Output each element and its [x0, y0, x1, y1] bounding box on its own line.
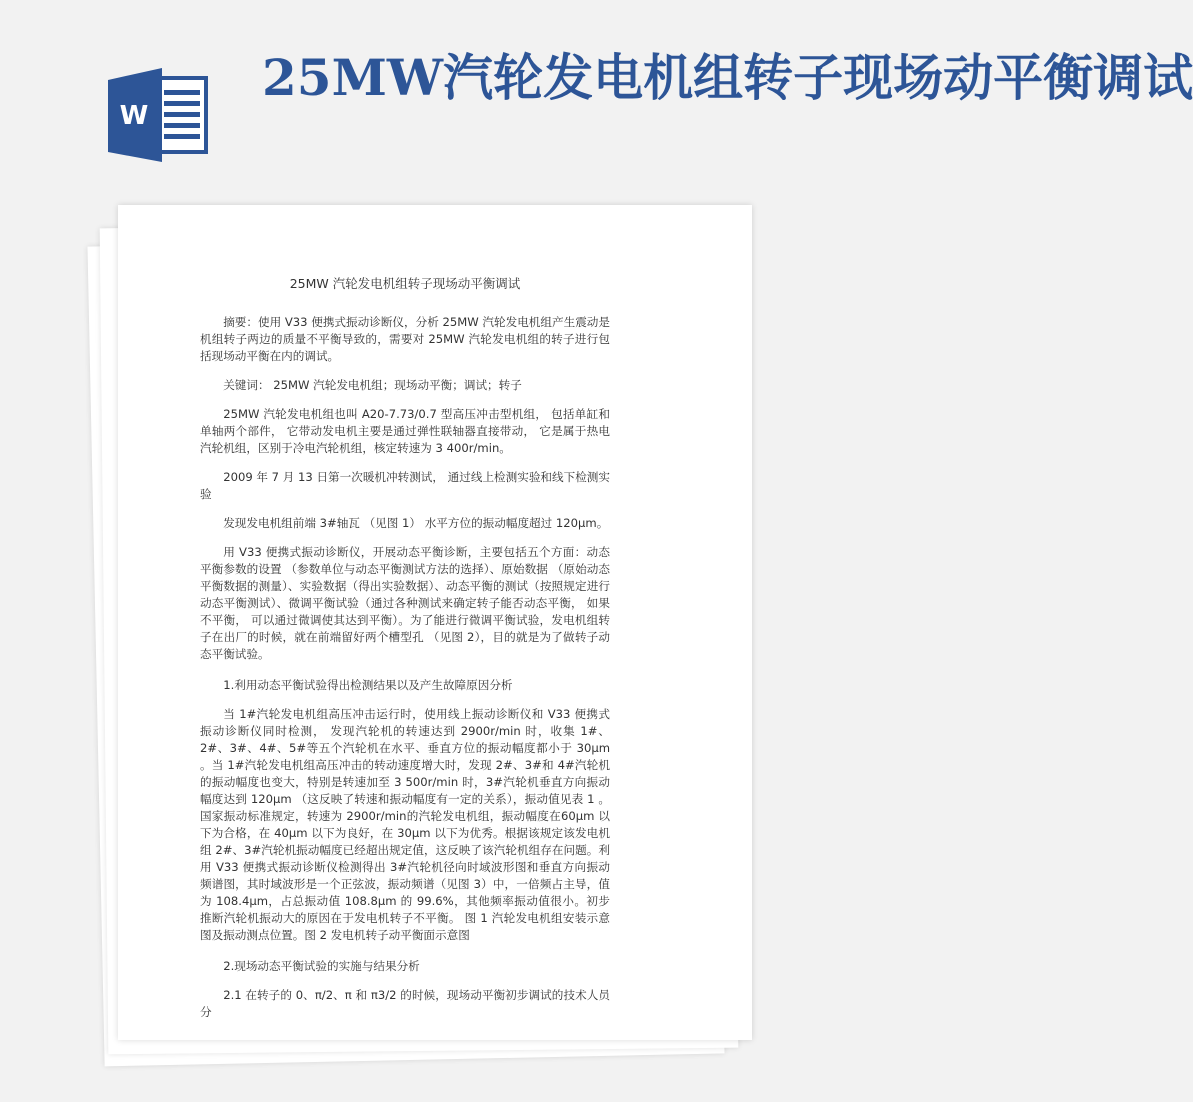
document-title: 25MW 汽轮发电机组转子现场动平衡调试 [289, 276, 521, 291]
abstract: 摘要：使用 V33 便携式振动诊断仪，分析 25MW 汽轮发电机组产生震动是机组转子两边的质量不平衡导致的，需要对 25MW 汽轮发电机组的转子进行包括现场动平衡在内的调试。 [200, 315, 610, 363]
paragraph: 用 V33 便携式振动诊断仪，开展动态平衡诊断，主要包括五个方面：动态平衡参数的设置 （参数单位与动态平衡测试方法的选择）、原始数据 （原始动态平衡数据的测量）、实验数据（得出实验数据）、动态平衡的测试（按照规定进行动态平衡测试）、微调平衡试验（通过各种测试来确定转子能否动态平衡， 如果不平衡， 可以通过微调使其达到平衡）。为了能进行微调平衡试验，发电机组转子在出厂的时候，就在前端留好两个槽型孔 （见图 2），目的就是为了做转子动态平衡试验。 [200, 545, 610, 661]
section-heading: 1.利用动态平衡试验得出检测结果以及产生故障原因分析 [223, 678, 513, 692]
paragraph: 2009 年 7 月 13 日第一次暖机冲转测试， 通过线上检测实验和线下检测实验 [200, 470, 610, 501]
document-page [118, 205, 752, 1040]
word-document-icon [108, 68, 208, 162]
document-body [200, 275, 610, 1033]
paragraph: 发现发电机组前端 3#轴瓦 （见图 1） 水平方位的振动幅度超过 120μm。 [223, 516, 609, 530]
svg-text:W: W [119, 101, 149, 131]
paragraph: 当 1#汽轮发电机组高压冲击运行时，使用线上振动诊断仪和 V33 便携式振动诊断仪同时检测， 发现汽轮机的转速达到 2900r/min 时，收集 1#、2#、3#、4#、5#等五个汽轮机在水平、垂直方位的振动幅度都小于 30μm 。当 1#汽轮发电机组高压冲击的转动速度增大时，发现 2#、3#和 4#汽轮机的振动幅度也变大，特别是转速加至 3 500r/min 时，3#汽轮机垂直方向振动幅度达到 120μm （这反映了转速和振动幅度有一定的关系），振动值见表 1 。国家振动标准规定，转速为 2900r/min的汽轮发电机组，振动幅度在60μm 以下为合格，在 40μm 以下为良好，在 30μm 以下为优秀。根据该规定该发电机组 2#、3#汽轮机振动幅度已经超出规定值，这反映了该汽轮机组存在问题。利用 V33 便携式振动诊断仪检测得出 3#汽轮机径向时域波形图和垂直方向振动频谱图，其时域波形是一个正弦波，振动频谱（见图 3）中，一倍频占主导，值为 108.4μm，占总振动值 108.8μm 的 99.6%，其他频率振动值很小。初步推断汽轮机振动大的原因在于发电机转子不平衡。 图 1 汽轮发电机组安装示意图及振动测点位置。图 2 发电机转子动平衡面示意图 [200, 707, 610, 942]
paragraph: 2.1 在转子的 0、π/2、π 和 π3/2 的时候，现场动平衡初步调试的技术人员分 [200, 988, 610, 1019]
section-heading: 2.现场动态平衡试验的实施与结果分析 [223, 959, 420, 973]
header-title: 25MW汽轮发电机组转子现场动平衡调试 [262, 48, 1193, 107]
keywords: 关键词： 25MW 汽轮发电机组；现场动平衡；调试；转子 [223, 378, 522, 392]
paragraph: 25MW 汽轮发电机组也叫 A20-7.73/0.7 型高压冲击型机组， 包括单缸和单轴两个部件， 它带动发电机主要是通过弹性联轴器直接带动， 它是属于热电汽轮机组，区别于冷电汽轮机组，核定转速为 3 400r/min。 [200, 407, 610, 455]
